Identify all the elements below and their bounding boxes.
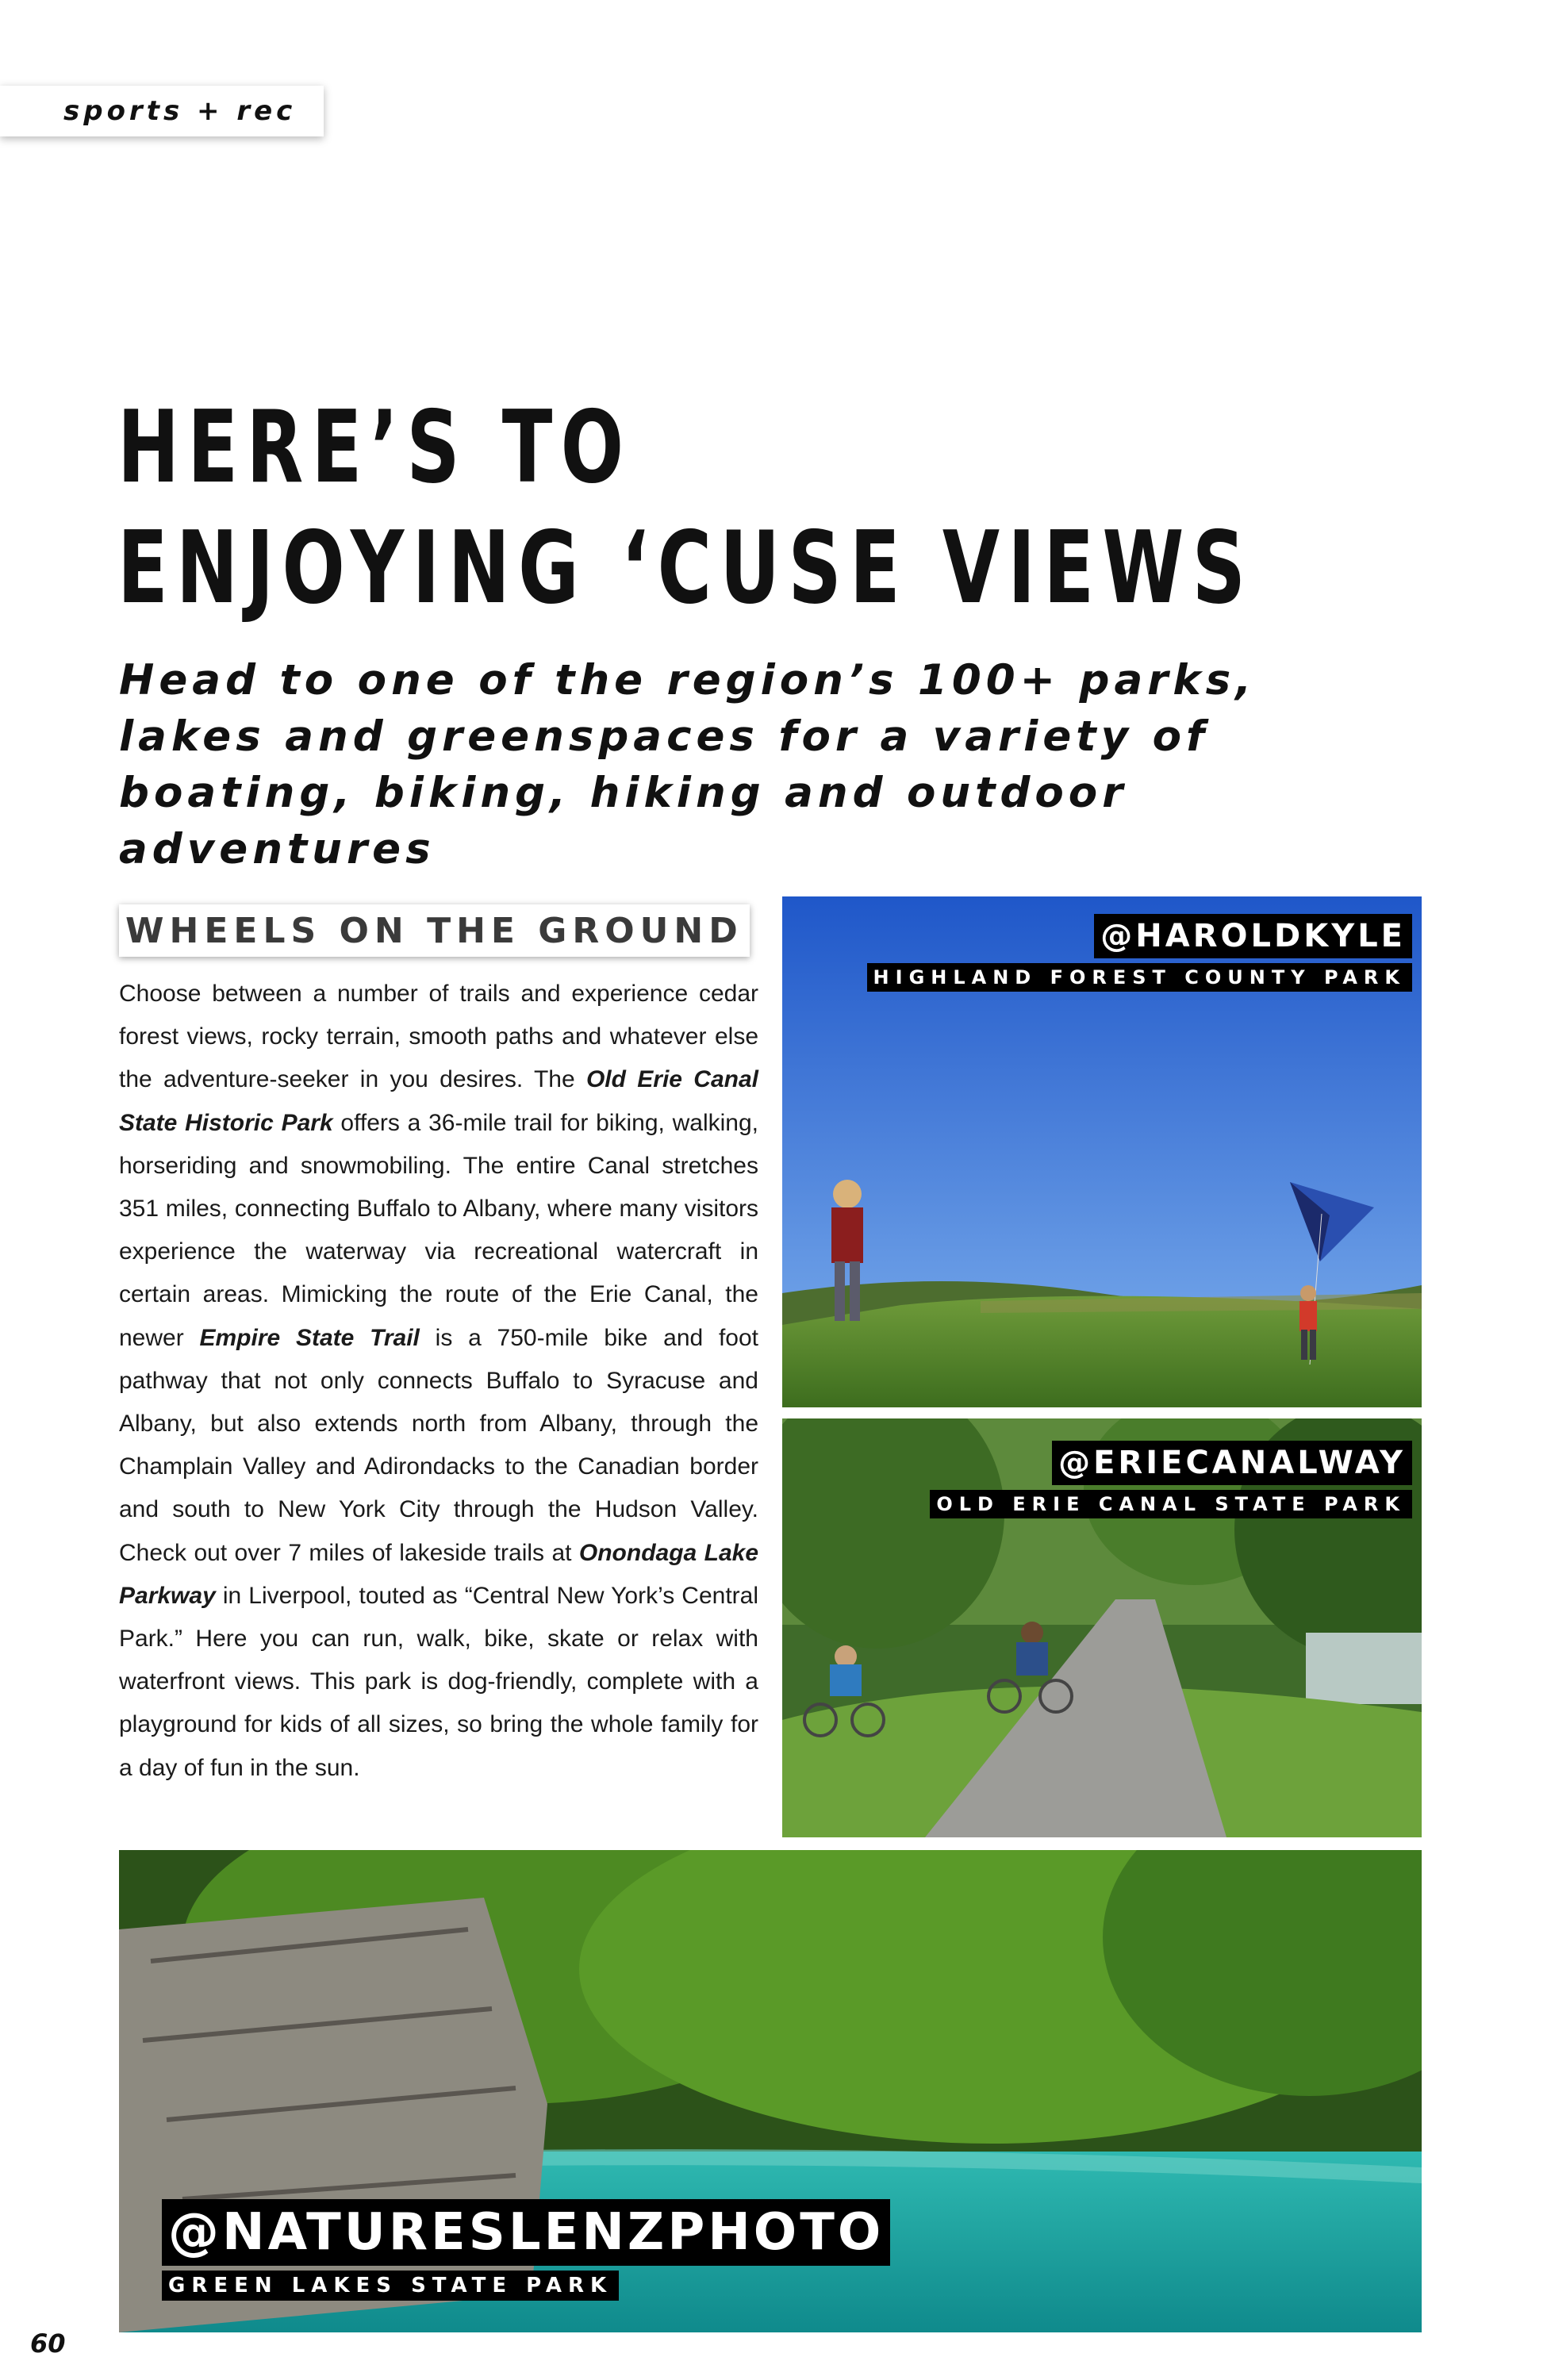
page-number [30,2328,66,2359]
dek: Head to one of the region’s 100+ parks, lakes and greenspaces for a variety of boating, biking, hiking and outdoor adventures [119,656,1257,873]
body-text-2: offers a 36-mile trail for biking, walking, horseriding and snowmobiling. The entire Canal stretches 351 miles, connecting Buffalo to Albany, where many visitors experience the waterway via recreational watercraft in certain areas. Mimicking the route of the Erie Canal, the newer [119,1109,758,1351]
article-body [119,973,758,1790]
park-name-onondaga-lake: Onondaga Lake Parkway [119,1539,759,1609]
photo-handle-1: @HAROLDKYLE [1094,914,1412,958]
article-subhead-text: WHEELS ON THE GROUND [125,910,743,951]
photo-credit-1 [867,914,1412,992]
trail-name-empire-state: Empire State Trail [199,1324,420,1351]
article-subhead [119,904,750,957]
photo-place-1: HIGHLAND FOREST COUNTY PARK [867,963,1412,992]
body-text-4: in Liverpool, touted as “Central New York’s Central Park.” Here you can run, walk, bike, skate or relax with waterfront views. This park is dog-friendly, complete with a playground for kids of all sizes, so bring the whole family for a day of fun in the sun. [119,1582,758,1781]
photo-credit-3 [162,2199,890,2301]
body-text-1: Choose between a number of trails and experience cedar forest views, rocky terrain, smooth paths and whatever else the adventure-seeker in you desires. The [119,981,758,1093]
headline [117,387,1254,628]
photo-place-3: GREEN LAKES STATE PARK [162,2271,619,2301]
section-label-text: sports + rec [63,95,297,127]
page-number-text: 60 [30,2328,66,2359]
headline-line-2: ENJOYING ‘CUSE VIEWS [117,509,1254,626]
body-text-3: is a 750-mile bike and foot pathway that not only connects Buffalo to Syracuse and Albany, but also extends north from Albany, through the Champlain Valley and Adirondacks to the Canadian border and south to New York City through the Hudson Valley. Check out over 7 miles of lakeside trails at [119,1324,758,1566]
photo-handle-3: @NATURESLENZPHOTO [162,2199,890,2266]
headline-line-1: HERE’S TO [117,389,632,505]
photo-kite-flying [782,896,1422,1407]
photo-credit-2 [930,1441,1412,1518]
photo-canal-trail [782,1418,1422,1837]
photo-handle-2: @ERIECANALWAY [1052,1441,1412,1485]
section-label [0,86,324,136]
park-name-old-erie-canal: Old Erie Canal State Historic Park [119,1066,758,1136]
photo-green-lake [119,1850,1422,2332]
photo-place-2: OLD ERIE CANAL STATE PARK [930,1490,1412,1518]
